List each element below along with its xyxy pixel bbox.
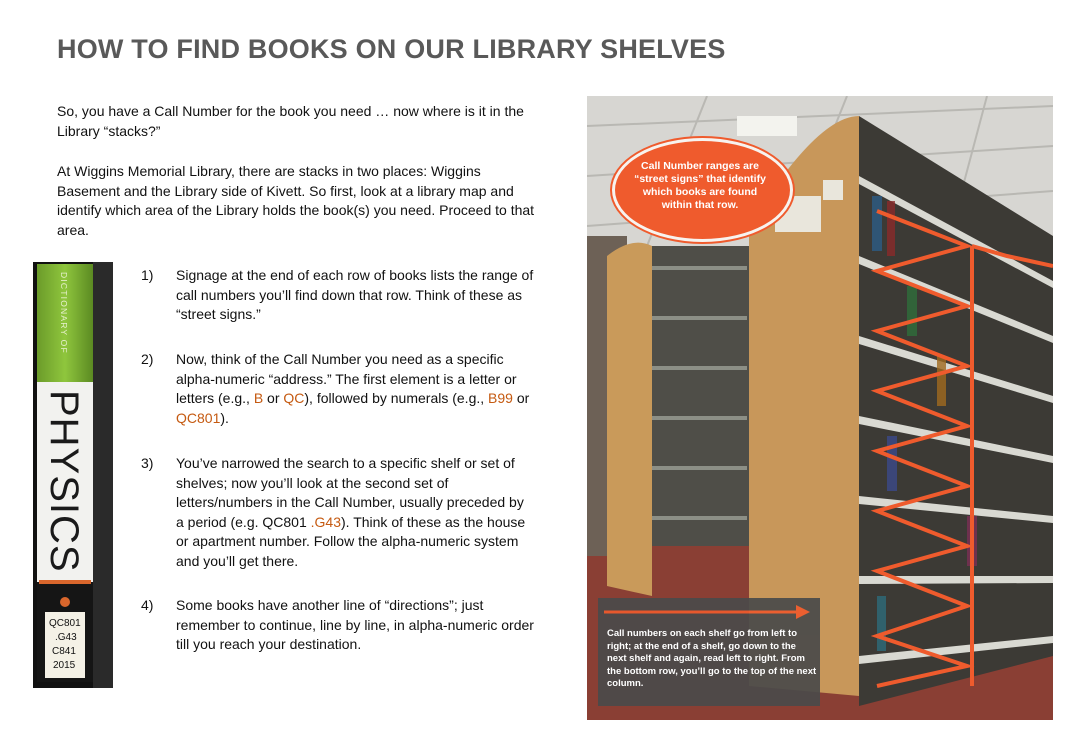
book-label-line: QC801 bbox=[49, 618, 81, 629]
book-series-text: DICTIONARY OF bbox=[59, 272, 69, 354]
book-label-line: .G43 bbox=[55, 632, 77, 643]
highlight: B99 bbox=[488, 390, 513, 406]
step-text: Some books have another line of “directions”; just remember to continue, line by line, in alpha-numeric order till you reach your destination. bbox=[176, 597, 534, 652]
book-spine-image bbox=[33, 262, 113, 688]
highlight: .G43 bbox=[310, 513, 341, 530]
step-number: 3) bbox=[141, 455, 154, 471]
step-number: 1) bbox=[141, 267, 154, 283]
step-number: 2) bbox=[141, 351, 154, 367]
street-sign-callout-text: Call Number ranges are “street signs” that identify which books are found within that row. bbox=[634, 160, 766, 211]
highlight: B bbox=[253, 390, 264, 406]
step-number: 4) bbox=[141, 597, 154, 613]
step-text: Signage at the end of each row of books lists the range of call numbers you’ll find down that row. Think of these as “street signs.” bbox=[176, 267, 534, 322]
right-arrow-icon bbox=[598, 600, 820, 620]
intro-paragraph-1: So, you have a Call Number for the book you need … now where is it in the Library “stacks?” bbox=[57, 103, 524, 139]
highlight: QC bbox=[283, 390, 305, 406]
reading-order-note-text: Call numbers on each shelf go from left to right; at the end of a shelf, go down to the next shelf and again, read left to right. From the bottom row, you’ll go to the top of the next column. bbox=[607, 628, 817, 689]
intro-paragraph-2: At Wiggins Memorial Library, there are stacks in two places: Wiggins Basement and the Library side of Kivett. So first, look at a library map and identify which area of the Library holds the book(s) you need. Proceed to that area. bbox=[57, 163, 535, 238]
book-subject-text: PHYSICS bbox=[42, 390, 86, 573]
page-title: HOW TO FIND BOOKS ON OUR LIBRARY SHELVES bbox=[57, 34, 726, 64]
highlight: QC801 bbox=[176, 409, 221, 426]
step-text: You’ve narrowed the search to a specific shelf or set of shelves; now you’ll look at the second set of letters/numbers in the Call Number, usually preceded by a period (e.g. QC801 .G43). Think of these as the house or apartment number. Follow the alpha-numeric system and you’ll get there. bbox=[176, 455, 526, 569]
book-label-line: 2015 bbox=[53, 660, 76, 671]
step-text: Now, think of the Call Number you need as a specific alpha-numeric “address.” The first element is a letter or letters (e.g., B or QC), followed by numerals (e.g., B99 or QC801). bbox=[176, 351, 530, 426]
book-label-line: C841 bbox=[52, 646, 76, 657]
